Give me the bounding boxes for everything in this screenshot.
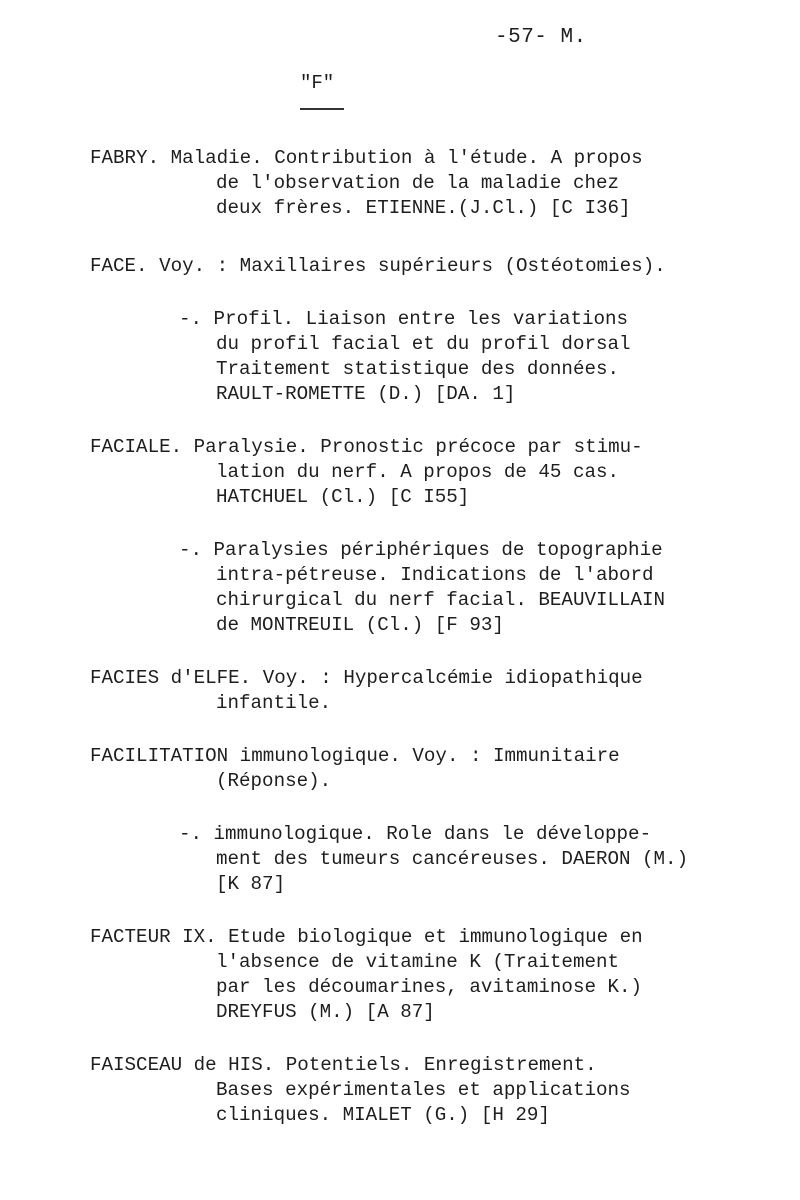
index-entry — [90, 435, 780, 510]
entry-line: par les découmarines, avitaminose K.) — [216, 976, 643, 998]
entry-line: FABRY. Maladie. Contribution à l'étude. A propos — [90, 147, 643, 169]
index-entry — [90, 254, 780, 279]
entry-line: RAULT-ROMETTE (D.) [DA. 1] — [216, 383, 516, 405]
entry-line: l'absence de vitamine K (Traitement — [216, 951, 620, 973]
entry-line: FACIALE. Paralysie. Pronostic précoce par stimu- — [90, 436, 643, 458]
entry-line: DREYFUS (M.) [A 87] — [216, 1001, 435, 1023]
index-subentry — [90, 307, 780, 407]
entry-line: Bases expérimentales et applications — [216, 1079, 631, 1101]
entry-line: lation du nerf. A propos de 45 cas. — [216, 461, 620, 483]
entry-line: de l'observation de la maladie chez — [216, 172, 620, 194]
entry-line: Traitement statistique des données. — [216, 358, 620, 380]
index-subentry — [90, 822, 780, 897]
page-number: -57- M. — [495, 26, 587, 49]
entry-line: [K 87] — [216, 873, 286, 895]
entry-line: ment des tumeurs cancéreuses. DAERON (M.) — [216, 848, 689, 870]
entry-line: infantile. — [216, 692, 332, 714]
entry-line: du profil facial et du profil dorsal — [216, 333, 631, 355]
entry-line: cliniques. MIALET (G.) [H 29] — [216, 1104, 550, 1126]
index-entry — [90, 666, 780, 716]
index-entry — [90, 1053, 780, 1128]
entry-line: intra-pétreuse. Indications de l'abord — [216, 564, 654, 586]
index-entries — [90, 146, 780, 1156]
index-entry — [90, 925, 780, 1025]
entry-line: FAISCEAU de HIS. Potentiels. Enregistrement. — [90, 1054, 597, 1076]
entry-line: -. Profil. Liaison entre les variations — [179, 308, 629, 330]
index-entry — [90, 744, 780, 794]
entry-line: (Réponse). — [216, 770, 332, 792]
entry-line: HATCHUEL (Cl.) [C I55] — [216, 486, 470, 508]
index-subentry — [90, 538, 780, 638]
entry-line: FACILITATION immunologique. Voy. : Immunitaire — [90, 745, 620, 767]
entry-line: deux frères. ETIENNE.(J.Cl.) [C I36] — [216, 197, 631, 219]
section-underline — [300, 108, 344, 110]
entry-line: FACTEUR IX. Etude biologique et immunologique en — [90, 926, 643, 948]
entry-line: FACE. Voy. : Maxillaires supérieurs (Ostéotomies). — [90, 255, 666, 277]
section-letter: "F" — [300, 72, 335, 94]
entry-line: de MONTREUIL (Cl.) [F 93] — [216, 614, 504, 636]
entry-line: chirurgical du nerf facial. BEAUVILLAIN — [216, 589, 666, 611]
entry-line: -. immunologique. Role dans le développe- — [179, 823, 652, 845]
entry-line: FACIES d'ELFE. Voy. : Hypercalcémie idiopathique — [90, 667, 643, 689]
index-entry — [90, 146, 780, 221]
entry-line: -. Paralysies périphériques de topographie — [179, 539, 663, 561]
